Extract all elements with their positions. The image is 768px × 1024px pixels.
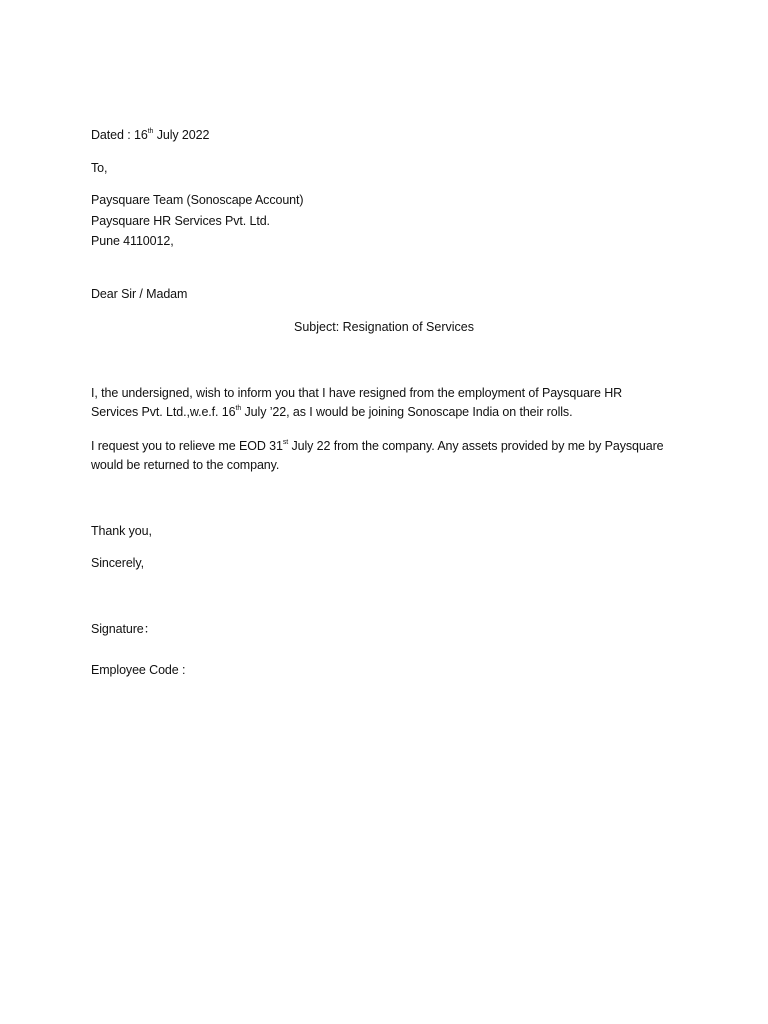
paragraph-2-line-2: would be returned to the company. — [91, 458, 280, 472]
address-line-3: Pune 4110012, — [91, 234, 174, 248]
paragraph-2 — [91, 437, 691, 475]
paragraph-1-line-1: I, the undersigned, wish to inform you that I have resigned from the employment of Paysquare HR — [91, 386, 623, 400]
to-line: To, — [91, 161, 108, 175]
subject-line: Subject: Resignation of Services — [294, 320, 474, 334]
date-prefix: Dated : 16 — [91, 128, 148, 142]
signature-label: Signature： — [91, 622, 157, 636]
paragraph-2-line-1 — [91, 437, 691, 456]
paragraph-1 — [91, 384, 691, 422]
paragraph-1-line-2-suffix: July ’22, as I would be joining Sonoscape India on their rolls. — [241, 405, 573, 419]
date-superscript: th — [147, 127, 154, 135]
thanks-line: Thank you, — [91, 524, 152, 538]
paragraph-2-superscript: st — [282, 438, 289, 446]
paragraph-2-line-1-suffix: July 22 from the company. Any assets provided by me by Paysquare — [288, 439, 664, 453]
salutation: Dear Sir / Madam — [91, 287, 188, 301]
paragraph-2-line-1-prefix: I request you to relieve me EOD 31 — [91, 439, 283, 453]
paragraph-1-line-2 — [91, 403, 691, 422]
date-suffix: July 2022 — [153, 128, 210, 142]
date-line — [91, 127, 209, 143]
paragraph-1-line-2-prefix: Services Pvt. Ltd.,w.e.f. 16 — [91, 405, 236, 419]
address-line-2: Paysquare HR Services Pvt. Ltd. — [91, 214, 270, 228]
employee-code-label: Employee Code : — [91, 663, 186, 677]
closing-line: Sincerely, — [91, 556, 144, 570]
paragraph-1-superscript: th — [235, 404, 242, 412]
address-line-1: Paysquare Team (Sonoscape Account) — [91, 193, 304, 207]
